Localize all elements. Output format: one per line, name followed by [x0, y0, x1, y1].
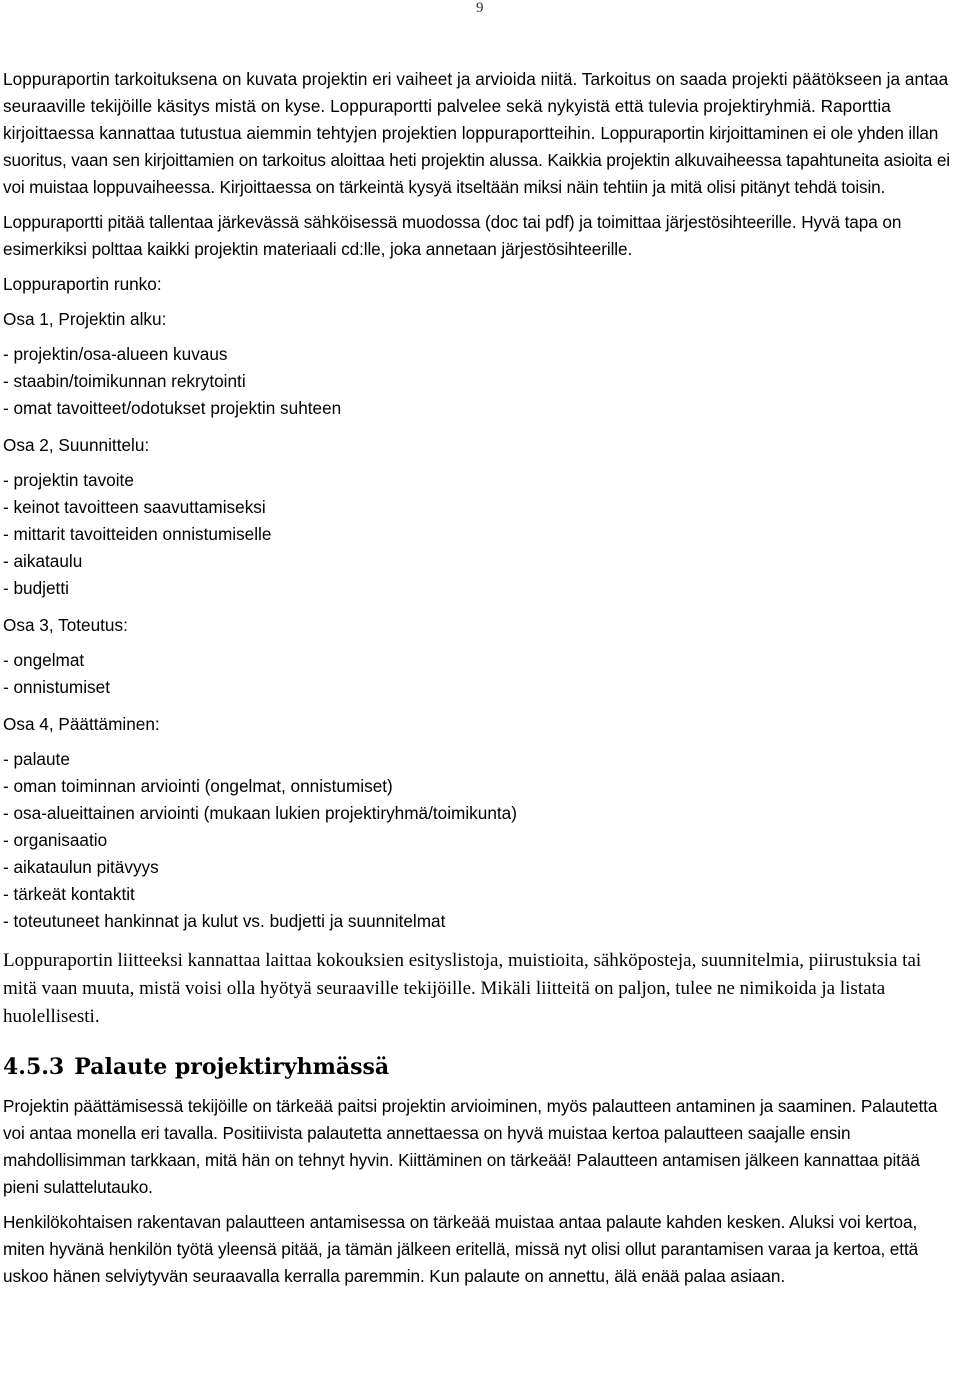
page-number: 9: [476, 0, 484, 16]
outline-section-list: [3, 746, 955, 935]
outline-list-item: - projektin tavoite: [3, 470, 134, 490]
outline-list-item: - ongelmat: [3, 650, 85, 670]
document-body: [3, 66, 955, 1298]
attachments-paragraph: Loppuraportin liitteeksi kannattaa laittaa kokouksien esityslistoja, muistioita, sähköposteja, suunnitelmia, piirustuksia tai mitä vaan muuta, mistä voisi olla hyötyä seuraaville tekijöille. Mikäli liitteitä on paljon, tulee ne nimikoida ja listata huolellisesti.: [3, 950, 922, 1027]
section-heading-number: 4.5.3: [3, 1054, 65, 1080]
outline-list-item: - keinot tavoitteen saavuttamiseksi: [3, 497, 266, 517]
intro-paragraph: [3, 66, 955, 201]
report-outline-sections: [3, 306, 955, 935]
outline-section-title: Osa 3, Toteutus:: [3, 615, 128, 635]
section-heading-title: Palaute projektiryhmässä: [74, 1054, 390, 1080]
outline-list-item: - osa-alueittainen arviointi (mukaan lukien projektiryhmä/toimikunta): [3, 803, 517, 823]
outline-section-list: [3, 647, 955, 701]
outline-list-item: - aikataulu: [3, 551, 83, 571]
outline-list-item: - mittarit tavoitteiden onnistumiselle: [3, 524, 272, 544]
outline-list-item: - budjetti: [3, 578, 69, 598]
outline-section-list: [3, 467, 955, 602]
outline-section-title: Osa 1, Projektin alku:: [3, 309, 167, 329]
outline-list-item: - palaute: [3, 749, 70, 769]
outline-list-item: - oman toiminnan arviointi (ongelmat, onnistumiset): [3, 776, 393, 796]
intro-sentence-1: Loppuraportin tarkoituksena on kuvata projektin eri vaiheet ja arvioida niitä. Tarkoitus on saada projekti päätökseen ja antaa seuraaville tekijöille käsitys mistä on kyse. Loppuraportti palvelee sekä nykyistä että tulevia projektiryhmiä. Raporttia kirjoittaessa kannattaa tutustua aiemmin tehtyjen projektien loppuraportteihin.: [3, 69, 949, 143]
outline-section-list: [3, 341, 955, 422]
intro-sentence-2: Loppuraportin kirjoittaminen ei ole yhden illan suoritus, vaan sen kirjoittamien on tarkoitus aloittaa heti projektin alussa. Kaikkia projektin alkuvaiheessa tapahtuneita asioita ei voi muistaa loppuvaiheessa. Kirjoittaessa on tärkeintä kysyä itseltään miksi näin tehtiin ja mitä olisi pitänyt tehdä toisin.: [3, 123, 950, 197]
outline-list-item: - toteutuneet hankinnat ja kulut vs. budjetti ja suunnitelmat: [3, 911, 446, 931]
outline-list-item: - omat tavoitteet/odotukset projektin suhteen: [3, 398, 342, 418]
outline-section-title: Osa 2, Suunnittelu:: [3, 435, 150, 455]
feedback-paragraph-1: Projektin päättämisessä tekijöille on tärkeää paitsi projektin arvioiminen, myös palautteen antaminen ja saaminen. Palautetta voi antaa monella eri tavalla. Positiivista palautetta annettaessa on hyvä muistaa kertoa palautteen saajalle ensin mahdollisimman tarkkaan, mitä hän on tehnyt hyvin. Kiittäminen on tärkeää! Palautteen antamisen jälkeen kannattaa pitää pieni sulattelutauko.: [3, 1096, 938, 1197]
outline-list-item: - organisaatio: [3, 830, 108, 850]
outline-list-item: - tärkeät kontaktit: [3, 884, 135, 904]
section-heading: [3, 1051, 955, 1083]
outline-list-item: - projektin/osa-alueen kuvaus: [3, 344, 228, 364]
outline-section-title: Osa 4, Päättäminen:: [3, 714, 160, 734]
outline-list-item: - staabin/toimikunnan rekrytointi: [3, 371, 246, 391]
outline-list-item: - onnistumiset: [3, 677, 110, 697]
storage-paragraph: Loppuraportti pitää tallentaa järkevässä sähköisessä muodossa (doc tai pdf) ja toimittaa järjestösihteerille. Hyvä tapa on esimerkiksi polttaa kaikki projektin materiaali cd:lle, joka annetaan järjestösihteerille.: [3, 212, 902, 259]
report-outline-label: Loppuraportin runko:: [3, 274, 162, 294]
feedback-paragraph-2: Henkilökohtaisen rakentavan palautteen antamisessa on tärkeää muistaa antaa palaute kahden kesken. Aluksi voi kertoa, miten hyvänä henkilön työtä yleensä pitää, ja tämän jälkeen eritellä, missä nyt olisi ollut parantamisen varaa ja kertoa, että uskoo hänen selviytyvän seuraavalla kerralla paremmin. Kun palaute on annettu, älä enää palaa asiaan.: [3, 1212, 919, 1286]
outline-list-item: - aikataulun pitävyys: [3, 857, 159, 877]
